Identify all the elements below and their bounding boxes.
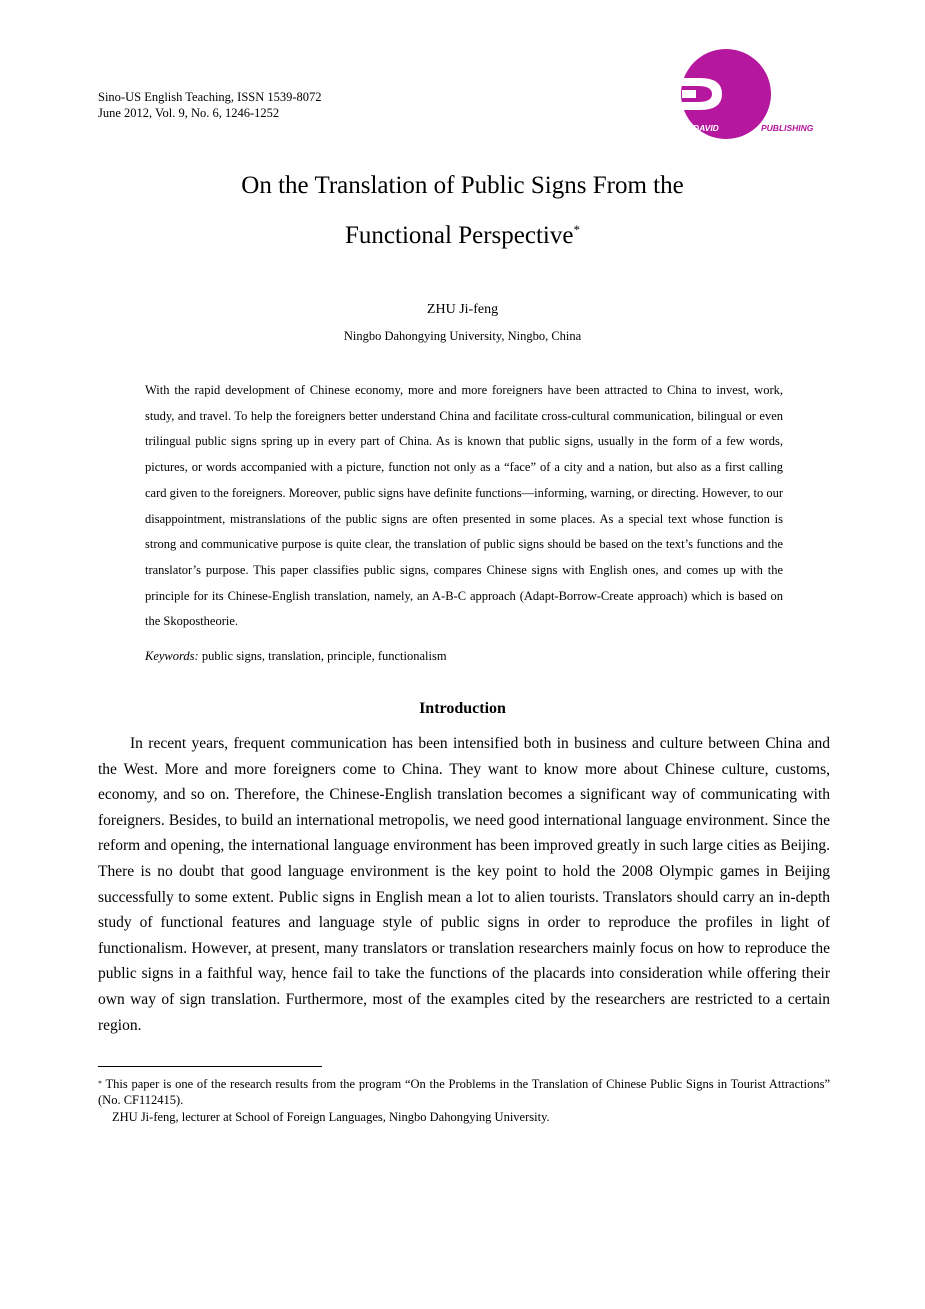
logo-text-right: PUBLISHING <box>761 123 814 133</box>
keywords <box>145 649 447 664</box>
abstract: With the rapid development of Chinese economy, more and more foreigners have been attracted to China to invest, work, study, and travel. To help the foreigners better understand China and facilitate cross-cultural communication, bilingual or even trilingual public signs spring up in every part of China. As is known that public signs, usually in the form of a few words, pictures, or words accompanied with a picture, function not only as a “face” of a city and a nation, but also as a first calling card given to the foreigners. Moreover, public signs have definite functions—informing, warning, or directing. However, to our disappointment, mistranslations of the public signs are often presented in some places. As a special text whose function is strong and communicative purpose is quite clear, the translation of public signs should be based on the text’s functions and the translator’s purpose. This paper classifies public signs, compares Chinese signs with English ones, and comes up with the principle for its Chinese-English translation, namely, an A-B-C approach (Adapt-Borrow-Create approach) which is based on the Skopostheorie. <box>145 383 783 629</box>
author-affiliation: Ningbo Dahongying University, Ningbo, China <box>343 329 582 343</box>
paper-title-line-2 <box>0 221 925 251</box>
journal-name-line: Sino-US English Teaching, ISSN 1539-8072 <box>98 90 322 104</box>
footnote-funding-text: This paper is one of the research results from the program “On the Problems in the Translation of Chinese Public Signs in Tourist Attractions” (No. CF112415). <box>98 1077 830 1107</box>
author-name: ZHU Ji-feng <box>426 302 499 317</box>
footnote-funding <box>98 1076 830 1108</box>
footnote-marker: * <box>98 1079 102 1088</box>
keywords-label: Keywords: <box>145 649 199 663</box>
journal-issue-line: June 2012, Vol. 9, No. 6, 1246-1252 <box>98 106 280 120</box>
journal-header <box>98 89 322 121</box>
footnote-divider <box>98 1066 322 1067</box>
paper-title-line-1: On the Translation of Public Signs From the <box>241 172 684 199</box>
logo-text-left: DAVID <box>693 123 719 133</box>
david-publishing-logo <box>676 48 838 140</box>
keywords-value: public signs, translation, principle, functionalism <box>201 649 447 663</box>
paper-title-line-2-text: Functional Perspective <box>345 222 574 249</box>
title-footnote-marker: * <box>573 222 580 237</box>
footnote-author-note: ZHU Ji-feng, lecturer at School of Foreign Languages, Ningbo Dahongying University. <box>112 1110 550 1124</box>
introduction-paragraph: In recent years, frequent communication has been intensified both in business and culture between China and the West. More and more foreigners come to China. They want to know more about Chinese culture, customs, economy, and so on. Therefore, the Chinese-English translation becomes a significant way of communicating with foreigners. Besides, to build an international metropolis, we need good international language environment. Since the reform and opening, the international language environment has been improved greatly in such large cities as Beijing. There is no doubt that good language environment is the key point to hold the 2008 Olympic games in Beijing successfully to some extent. Public signs in English mean a lot to alien tourists. Translators should carry an in-depth study of functional features and language style of public signs in order to reproduce the profiles in light of functionalism. However, at present, many translators or translation researchers mainly focus on how to reproduce the public signs in a faithful way, hence fail to take the functions of the placards into consideration while offering their own way of sign translation. Furthermore, most of the examples cited by the researchers are restricted to a certain region. <box>98 735 830 1034</box>
section-heading-introduction: Introduction <box>419 700 506 717</box>
